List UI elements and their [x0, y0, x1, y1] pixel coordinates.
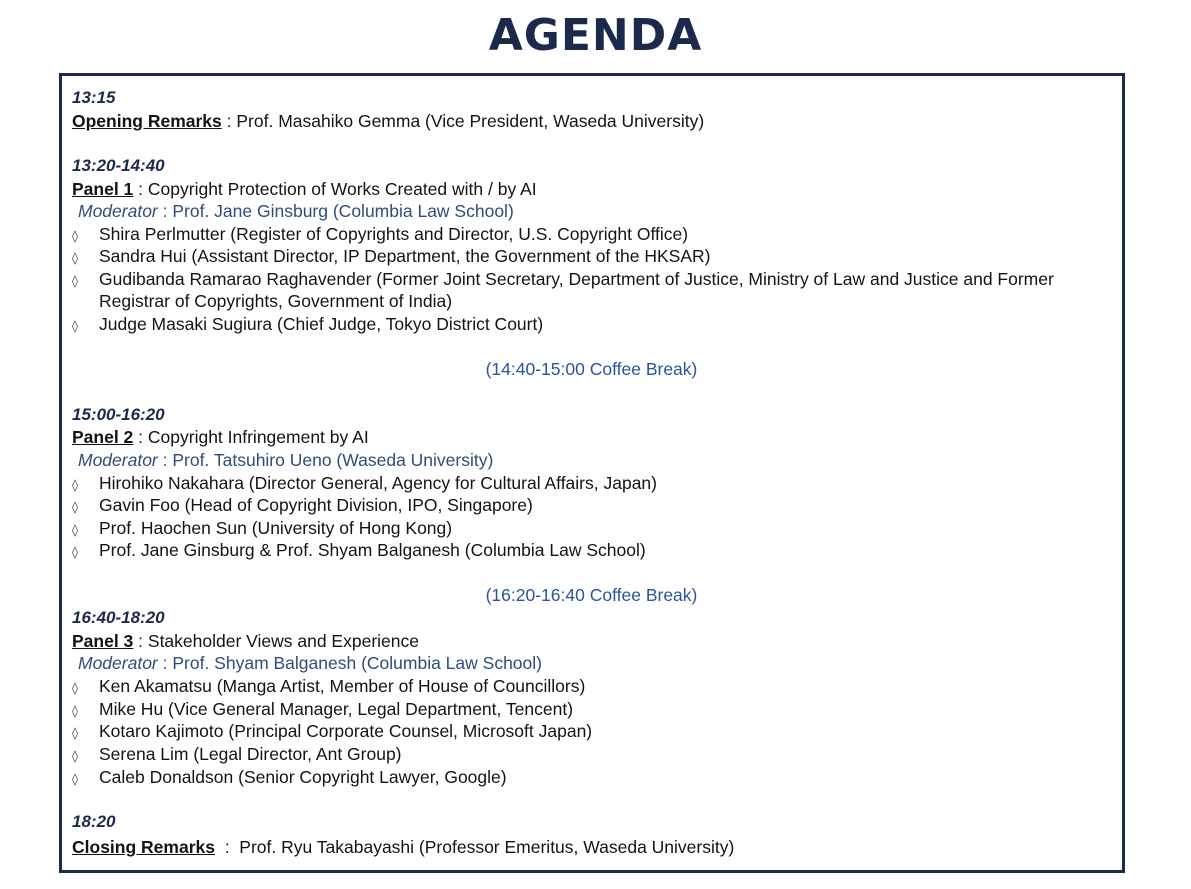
- bullet-diamond-icon: ◊: [72, 251, 78, 265]
- bullet-diamond-icon: ◊: [72, 319, 78, 333]
- bullet-diamond-icon: ◊: [72, 523, 78, 537]
- bullet-diamond-icon: ◊: [72, 478, 78, 492]
- panel3-label: Panel 3: [72, 631, 134, 651]
- panel1-label: Panel 1: [72, 179, 134, 199]
- moderator-name: Prof. Tatsuhiro Ueno (Waseda University): [172, 450, 494, 470]
- bullet-diamond-icon: ◊: [72, 704, 78, 718]
- panel3-heading: [72, 630, 419, 652]
- panel1-moderator: [78, 200, 514, 222]
- opening-time: 13:15: [72, 88, 116, 107]
- list-item: [72, 675, 585, 699]
- speaker: Mike Hu (Vice General Manager, Legal Department, Tencent): [99, 699, 574, 719]
- bullet-diamond-icon: ◊: [72, 681, 78, 695]
- bullet-diamond-icon: ◊: [72, 229, 78, 243]
- list-item: [72, 472, 657, 496]
- panel3-separator: :: [133, 631, 148, 651]
- panel1-heading: [72, 178, 537, 200]
- panel2-separator: :: [133, 427, 148, 447]
- speaker: Prof. Jane Ginsburg & Prof. Shyam Balganesh (Columbia Law School): [99, 540, 646, 560]
- speaker: Ken Akamatsu (Manga Artist, Member of House of Councillors): [99, 676, 586, 696]
- coffee-break-1: (14:40-15:00 Coffee Break): [485, 359, 698, 379]
- bullet-diamond-icon: ◊: [72, 772, 78, 786]
- moderator-role: Moderator: [78, 450, 158, 470]
- panel1-time: 13:20-14:40: [72, 156, 165, 175]
- opening-remarks-row: [72, 110, 704, 132]
- opening-separator: :: [221, 111, 237, 131]
- panel2-time: 15:00-16:20: [72, 405, 165, 424]
- panel1-topic: Copyright Protection of Works Created with / by AI: [147, 179, 537, 199]
- list-item: [72, 494, 533, 518]
- panel3-time: 16:40-18:20: [72, 608, 165, 627]
- speaker: Shira Perlmutter (Register of Copyrights and Director, U.S. Copyright Office): [99, 224, 689, 244]
- closing-time: 18:20: [72, 812, 116, 831]
- speaker: Gudibanda Ramarao Raghavender (Former Joint Secretary, Department of Justice, Ministry of Law and Justice and Former: [99, 269, 1054, 289]
- moderator-name: Prof. Jane Ginsburg (Columbia Law School): [172, 201, 514, 221]
- list-item: [72, 539, 646, 563]
- list-item: [72, 268, 1054, 292]
- list-item: [72, 766, 507, 790]
- moderator-role: Moderator: [78, 201, 158, 221]
- list-item: [72, 720, 592, 744]
- panel2-heading: [72, 426, 369, 448]
- list-item: [72, 313, 543, 337]
- closing-remarks-row: [72, 836, 734, 858]
- list-item: [72, 245, 710, 269]
- speaker: Judge Masaki Sugiura (Chief Judge, Tokyo District Court): [99, 314, 544, 334]
- bullet-diamond-icon: ◊: [72, 749, 78, 763]
- page-title: AGENDA: [488, 10, 703, 61]
- speaker: Caleb Donaldson (Senior Copyright Lawyer, Google): [99, 767, 507, 787]
- coffee-break-2: (16:20-16:40 Coffee Break): [485, 585, 698, 605]
- speaker: Prof. Haochen Sun (University of Hong Kong): [99, 518, 453, 538]
- closing-remarks-label: Closing Remarks: [72, 837, 215, 857]
- panel3-moderator: [78, 652, 542, 674]
- speaker: Gavin Foo (Head of Copyright Division, IPO, Singapore): [99, 495, 533, 515]
- speaker: Kotaro Kajimoto (Principal Corporate Counsel, Microsoft Japan): [99, 721, 593, 741]
- bullet-diamond-icon: ◊: [72, 545, 78, 559]
- list-item: [72, 743, 402, 767]
- closing-speaker: Prof. Ryu Takabayashi (Professor Emeritus, Waseda University): [239, 837, 735, 857]
- closing-separator: :: [214, 837, 240, 857]
- bullet-diamond-icon: ◊: [72, 500, 78, 514]
- speaker: Hirohiko Nakahara (Director General, Agency for Cultural Affairs, Japan): [99, 473, 657, 493]
- speaker: Serena Lim (Legal Director, Ant Group): [99, 744, 402, 764]
- list-item: [72, 698, 573, 722]
- moderator-separator: :: [157, 201, 173, 221]
- list-item: [72, 517, 452, 541]
- panel2-label: Panel 2: [72, 427, 134, 447]
- opening-remarks-label: Opening Remarks: [72, 111, 222, 131]
- panel1-separator: :: [133, 179, 148, 199]
- moderator-name: Prof. Shyam Balganesh (Columbia Law School): [172, 653, 542, 673]
- moderator-separator: :: [157, 450, 173, 470]
- bullet-diamond-icon: ◊: [72, 274, 78, 288]
- speaker: Sandra Hui (Assistant Director, IP Department, the Government of the HKSAR): [99, 246, 711, 266]
- opening-speaker: Prof. Masahiko Gemma (Vice President, Waseda University): [236, 111, 705, 131]
- panel3-topic: Stakeholder Views and Experience: [147, 631, 419, 651]
- moderator-separator: :: [157, 653, 173, 673]
- moderator-role: Moderator: [78, 653, 158, 673]
- bullet-diamond-icon: ◊: [72, 726, 78, 740]
- panel2-topic: Copyright Infringement by AI: [147, 427, 369, 447]
- panel2-moderator: [78, 449, 493, 471]
- speaker-continuation: Registrar of Copyrights, Government of India): [99, 291, 453, 311]
- list-item: [72, 223, 688, 247]
